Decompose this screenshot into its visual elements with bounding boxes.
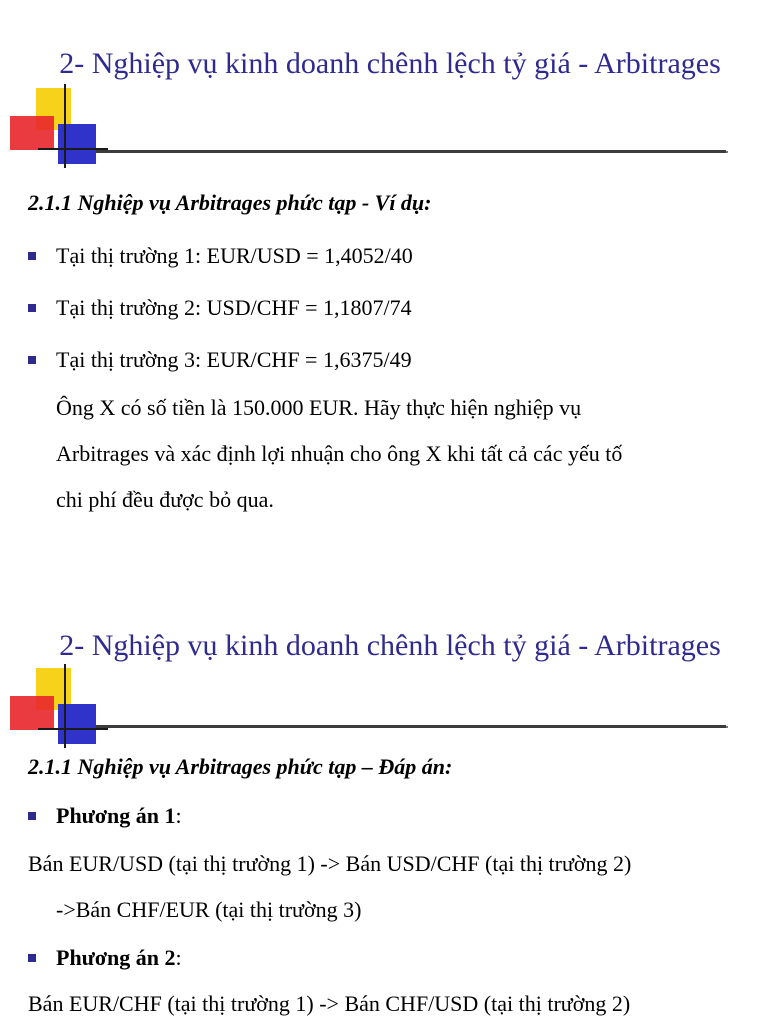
bullet-square-icon (28, 812, 36, 820)
bullet-item: Tại thị trường 2: USD/CHF = 1,1807/74 (28, 294, 412, 322)
paragraph-line: chi phí đều được bỏ qua. (56, 487, 274, 512)
slide-2 (0, 580, 768, 1024)
bullet-square-icon (28, 954, 36, 962)
title-divider (96, 150, 726, 153)
paragraph-line: Arbitrages và xác định lợi nhuận cho ông X khi tất cả các yếu tố (56, 441, 623, 466)
bullet-square-icon (28, 304, 36, 312)
option-1-bullet: Phương án 1: (28, 802, 182, 830)
slide-logo-graphic (10, 668, 110, 758)
slide-1-subheading: 2.1.1 Nghiệp vụ Arbitrages phức tạp - Ví dụ: (28, 190, 432, 215)
slide-2-title: 2- Nghiệp vụ kinh doanh chênh lệch tỷ giá - Arbitrages (59, 629, 721, 662)
option-1-line-2: ->Bán CHF/EUR (tại thị trường 3) (56, 897, 362, 922)
title-divider (96, 725, 726, 728)
slide-logo-graphic (10, 88, 110, 178)
bullet-square-icon (28, 356, 36, 364)
paragraph-line: Ông X có số tiền là 150.000 EUR. Hãy thực hiện nghiệp vụ (56, 395, 582, 420)
slide-1-title: 2- Nghiệp vụ kinh doanh chênh lệch tỷ giá - Arbitrages (59, 47, 721, 80)
option-2-bullet: Phương án 2: (28, 944, 182, 972)
bullet-item: Tại thị trường 3: EUR/CHF = 1,6375/49 (28, 346, 412, 374)
slide-2-subheading: 2.1.1 Nghiệp vụ Arbitrages phức tạp – Đáp án: (28, 754, 453, 779)
option-2-line-1: Bán EUR/CHF (tại thị trường 1) -> Bán CHF/USD (tại thị trường 2) (28, 991, 631, 1016)
option-1-line-1: Bán EUR/USD (tại thị trường 1) -> Bán USD/CHF (tại thị trường 2) (28, 851, 632, 876)
bullet-square-icon (28, 252, 36, 260)
bullet-item: Tại thị trường 1: EUR/USD = 1,4052/40 (28, 242, 413, 270)
